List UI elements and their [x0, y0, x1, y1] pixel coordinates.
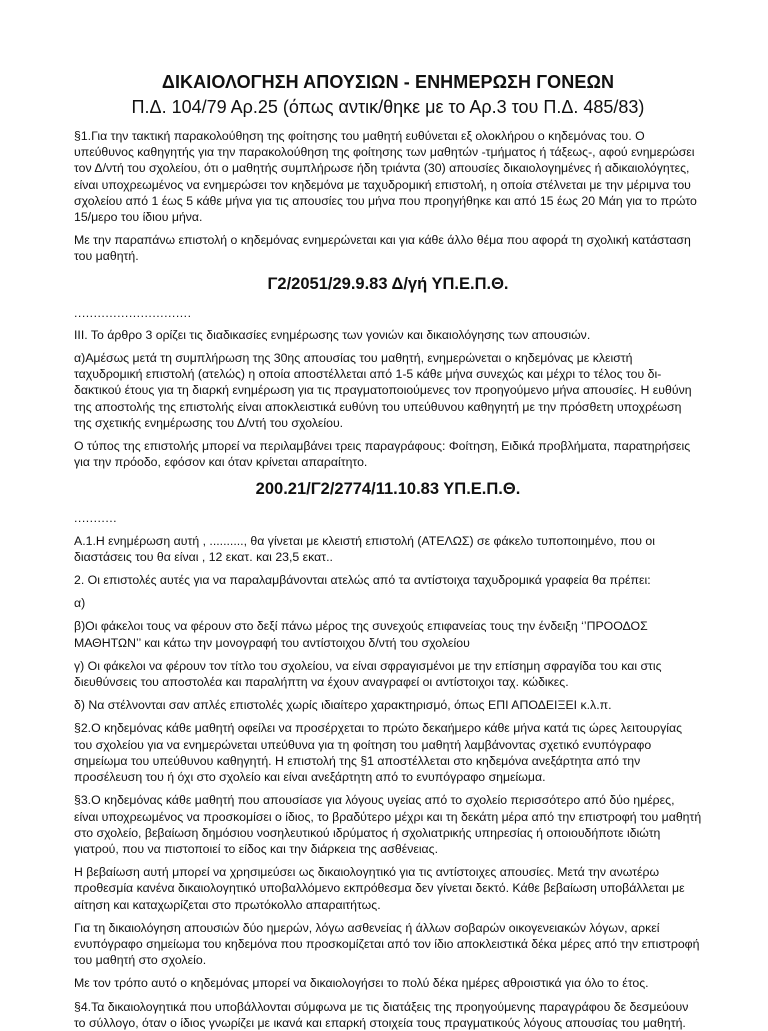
paragraph-8: α) [74, 596, 86, 611]
paragraph-12: §2.Ο κηδεμόνας κάθε μαθητή οφείλει να προσέρχεται το πρώτο δεκαήμερο κάθε μήνα κατά τις ώρες λειτουργίας του σχολείου για να ενημερώνεται υπεύθυνα για τη φοίτηση του μαθητή λαμβάνοντας σχετικό ενυπόγραφο σημείωμα του υπεύθυνου καθηγητή. Η επιστολή της §1 αποστέλλεται στο κηδεμόνα ανεξάρτητα από την προσέλευση του ή όχι στο σχολείο και είναι ανεξάρτητη από το ενυπόγραφο σημείωμα. [74, 721, 682, 785]
ellipsis-2: ........... [74, 511, 118, 526]
document-subtitle: Π.Δ. 104/79 Αρ.25 (όπως αντικ/θηκε με το Αρ.3 του Π.Δ. 485/83) [131, 97, 645, 117]
paragraph-16: Με τον τρόπο αυτό ο κηδεμόνας μπορεί να δικαιολογήσει το πολύ δέκα ημέρες αθροιστικά για όλο το έτος. [74, 976, 649, 991]
paragraph-1: §1.Για την τακτική παρακολούθηση της φοίτησης του μαθητή ευθύνεται εξ ολοκλήρου ο κηδεμόνας του. Ο υπεύθυνος καθηγητής για την παρακολούθηση της φοίτησης των μαθητών -τμήματος ή τάξεως-, αφού ενημερώσει τον Δ/ντή του σχολείου, ότι ο μαθητής συμπλήρωσε ήδη τριάντα (30) απουσίες δικαιολογημένες ή αδικαιολόγητες, είναι υποχρεωμένος να ενημερώσει τον κηδεμόνα με ταχυδρομική επιστολή, η οποία στέλνεται με την μέριμνα του σχολείου από 1 έως 5 κάθε μήνα για τις απουσίες του μήνα που προηγήθηκε και από 15 έως 20 Μάη για το πρώτο 15/μερο του ίδιου μήνα. [74, 129, 697, 225]
paragraph-9: β)Οι φάκελοι τους να φέρουν στο δεξί πάνω μέρος της συνεχούς επιφανείας τους την ένδειξη ‘’ΠΡΟΟΔΟΣ ΜΑΘΗΤΩΝ’’ και κάτω την μονογραφή του αντίστοιχου δ/ντή του σχολείου [74, 619, 648, 650]
paragraph-2: Με την παραπάνω επιστολή ο κηδεμόνας ενημερώνεται και για κάθε άλλο θέμα που αφορά τη σχολική κατάσταση του μαθητή. [74, 233, 691, 264]
document-title: ΔΙΚΑΙΟΛΟΓΗΣΗ ΑΠΟΥΣΙΩΝ - ΕΝΗΜΕΡΩΣΗ ΓΟΝΕΩΝ [161, 72, 615, 92]
paragraph-17: §4.Τα δικαιολογητικά που υποβάλλονται σύμφωνα με τις διατάξεις της προηγούμενης παραγράφου δε δεσμεύουν το σύλλογο, όταν ο ίδιος γνωρίζει με ικανά και επαρκή στοιχεία τους πραγματικούς λόγους απουσίας του μαθητή. [74, 999, 689, 1030]
reference-heading-2: 200.21/Γ2/2774/11.10.83 ΥΠ.Ε.Π.Θ. [255, 480, 521, 499]
paragraph-5: Ο τύπος της επιστολής μπορεί να περιλαμβάνει τρεις παραγράφους: Φοίτηση, Ειδικά προβλήματα, παρατηρήσεις για την πρόοδο, εφόσον και όταν κρίνεται απαραίτητο. [74, 439, 691, 470]
paragraph-10: γ) Οι φάκελοι να φέρουν τον τίτλο του σχολείου, να είναι σφραγισμένοι με την επίσημη σφραγίδα του και στις διευθύνσεις του αποστολέα και παραλήπτη να έχουν αναγραφεί οι αντίστοιχοι ταχ. κώδικες. [74, 658, 662, 690]
reference-heading-1: Γ2/2051/29.9.83 Δ/γή ΥΠ.Ε.Π.Θ. [267, 274, 509, 293]
paragraph-13: §3.Ο κηδεμόνας κάθε μαθητή που απουσίασε για λόγους υγείας από το σχολείο περισσότερο από δύο ημέρες, είναι υποχρεωμένος να προσκομίσει ο ίδιος, το βραδύτερο μέχρι και τη δεκάτη μέρα από την επιστροφή του μαθητή στο σχολείο, βεβαίωση δημόσιου νοσηλευτικού ιδρύματος ή σχολιατρικής υπηρεσίας ή οποιουδήποτε ιδιώτη γιατρού, που να πιστοποιεί το είδος και την διάρκεια της ασθένειας. [74, 793, 702, 856]
paragraph-11: δ) Να στέλνονται σαν απλές επιστολές χωρίς ιδιαίτερο χαρακτηρισμό, όπως ΕΠΙ ΑΠΟΔΕΙΞΕΙ κ.λ.π. [74, 698, 612, 713]
paragraph-6: Α.1.Η ενημέρωση αυτή , .........., θα γίνεται με κλειστή επιστολή (ΑΤΕΛΩΣ) σε φάκελο τυποποιημένο, που οι διαστάσεις του θα είναι , 12 εκατ. και 23,5 εκατ.. [74, 533, 655, 564]
paragraph-7: 2. Οι επιστολές αυτές για να παραλαμβάνονται ατελώς από τα αντίστοιχα ταχυδρομικά γραφεία θα πρέπει: [74, 573, 651, 588]
paragraph-14: Η βεβαίωση αυτή μπορεί να χρησιμεύσει ως δικαιολογητικό για τις αντίστοιχες απουσίες. Μετά την ανωτέρω προθεσμία κανένα δικαιολογητικό υποβαλλόμενο εκπρόθεσμα δεν γίνεται δεκτό. Κάθε βεβαίωση υποβάλλεται με αίτηση και καταχωρίζεται στο πρωτόκολλο απαραιτήτως. [74, 865, 685, 912]
ellipsis-1: .............................. [74, 305, 192, 320]
paragraph-3: ΙΙΙ. Το άρθρο 3 ορίζει τις διαδικασίες ενημέρωσης των γονιών και δικαιολόγησης των απουσιών. [74, 327, 591, 342]
paragraph-4: α)Αμέσως μετά τη συμπλήρωση της 30ης απουσίας του μαθητή, ενημερώνεται ο κηδεμόνας με κλειστή ταχυδρομική επιστολή (ατελώς) η οποία αποστέλλεται από 1-5 κάθε μήνα συνεχώς και μέχρι το τέλος του δι-δακτικού έτους για τη διαρκή ενημέρωση για τις πραγματοποιούμενες τον προηγούμενο μήνα απουσίες. Η ευθύνη της αποστολής της επιστολής είναι αποκλειστικά ευθύνη του υπεύθυνου καθηγητή με την πρόσθετη υποχρέωση της σχετικής ενημέρωσης του Δ/ντή του σχολείου. [74, 351, 692, 430]
paragraph-15: Για τη δικαιολόγηση απουσιών δύο ημερών, λόγω ασθενείας ή άλλων σοβαρών οικογενειακών λόγων, αρκεί ενυπόγραφο σημείωμα του κηδεμόνα που προσκομίζεται από τον ίδιο αποκλειστικά δέκα μέρες από την επιστροφή του μαθητή στο σχολείο. [74, 920, 700, 968]
